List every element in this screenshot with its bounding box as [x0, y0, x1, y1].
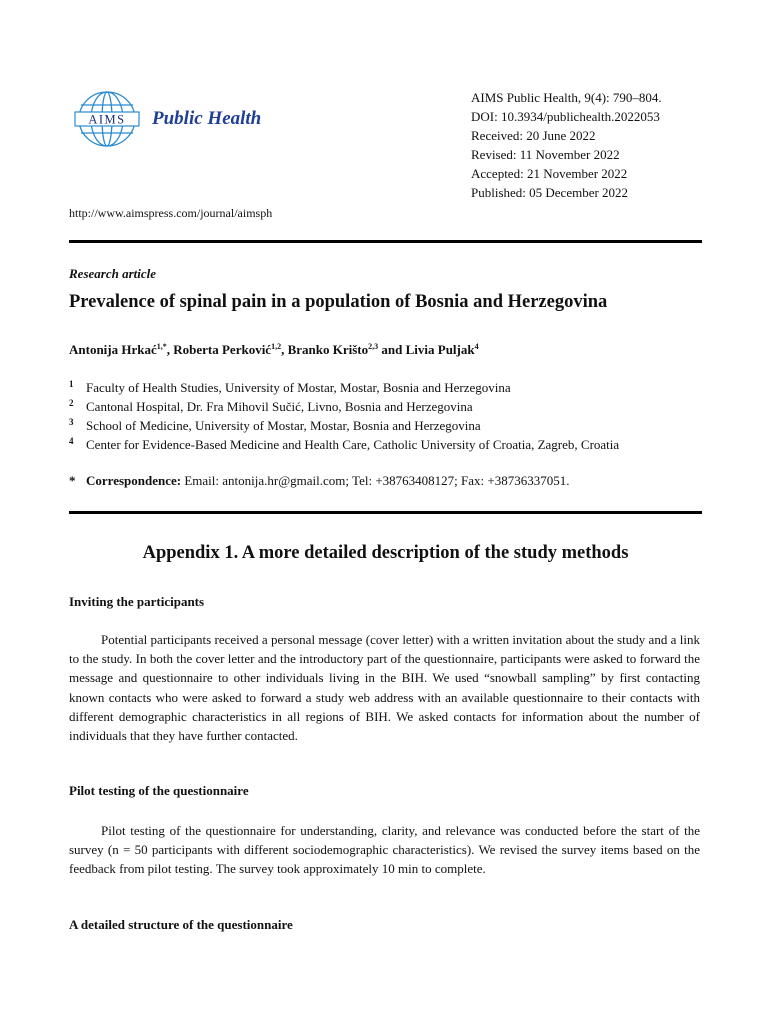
- author: Livia Puljak$^4$: [405, 342, 479, 357]
- section-paragraph: Pilot testing of the questionnaire for understanding, clarity, and relevance was conducted before the start of the survey (n = 50 participants with different sociodemographic characteristics). We revised the survey items based on the feedback from pilot testing. The survey took approximately 10 min to complete.: [69, 823, 700, 877]
- section-heading: A detailed structure of the questionnaire: [69, 917, 293, 932]
- journal-logo: [74, 90, 274, 148]
- section-paragraph: Potential participants received a personal message (cover letter) with a written invitation about the study and a link to the study. In both the cover letter and the introductory part of the questionnaire, participants were asked to forward the message and questionnaire to other individuals living in the BIH. We used “snowball sampling” by first contacting known contacts who were asked to forward a study web address with an available questionnaire to their contacts with different demographic characteristics in all regions of BIH. We asked contacts for information about the number of individuals that they have further contacted.: [69, 632, 700, 744]
- author: Branko Krišto$^{2,3}$ and: [287, 342, 406, 357]
- published-date: Published: 05 December 2022: [471, 185, 629, 200]
- logo-journal-name: Public Health: [152, 108, 262, 129]
- author: Antonija Hrkać$^{1,*}$,: [69, 342, 174, 357]
- author: Roberta Perković$^{1,2}$,: [173, 342, 288, 357]
- author-list: [69, 342, 479, 358]
- article-type: Research article: [69, 266, 157, 281]
- accepted-date: Accepted: 21 November 2022: [471, 166, 628, 181]
- logo-acronym: AIMS: [88, 112, 126, 127]
- journal-url-link[interactable]: http://www.aimspress.com/journal/aimsph: [69, 206, 273, 220]
- affiliation-item: 4 Center for Evidence-Based Medicine and Health Care, Catholic University of Croatia, Zagreb, Croatia: [69, 436, 620, 452]
- correspondence-text[interactable]: Email: antonija.hr@gmail.com; Tel: +38763408127; Fax: +38736337051.: [181, 473, 570, 488]
- section-heading: Pilot testing of the questionnaire: [69, 783, 249, 798]
- affiliation-item: 1 Faculty of Health Studies, University of Mostar, Mostar, Bosnia and Herzegovina: [69, 379, 511, 395]
- affiliation-item: 3 School of Medicine, University of Mostar, Mostar, Bosnia and Herzegovina: [69, 417, 481, 433]
- affiliation-item: 2 Cantonal Hospital, Dr. Fra Mihovil Sučić, Livno, Bosnia and Herzegovina: [69, 398, 473, 414]
- correspondence-star: *: [69, 473, 76, 488]
- correspondence-label: Correspondence:: [86, 473, 182, 488]
- affiliation-list: [69, 378, 619, 454]
- article-title: Prevalence of spinal pain in a population of Bosnia and Herzegovina: [69, 292, 608, 312]
- publication-info: [471, 88, 662, 202]
- doi[interactable]: DOI: 10.3934/publichealth.2022053: [471, 109, 660, 124]
- citation: AIMS Public Health, 9(4): 790–804.: [471, 90, 662, 105]
- section-divider: [69, 511, 702, 514]
- header-divider: [69, 240, 702, 243]
- globe-logo-icon: [74, 90, 140, 148]
- correspondence: [69, 473, 569, 489]
- received-date: Received: 20 June 2022: [471, 128, 596, 143]
- revised-date: Revised: 11 November 2022: [471, 147, 620, 162]
- appendix-title: Appendix 1. A more detailed description of the study methods: [142, 543, 629, 563]
- section-heading: Inviting the participants: [69, 594, 205, 609]
